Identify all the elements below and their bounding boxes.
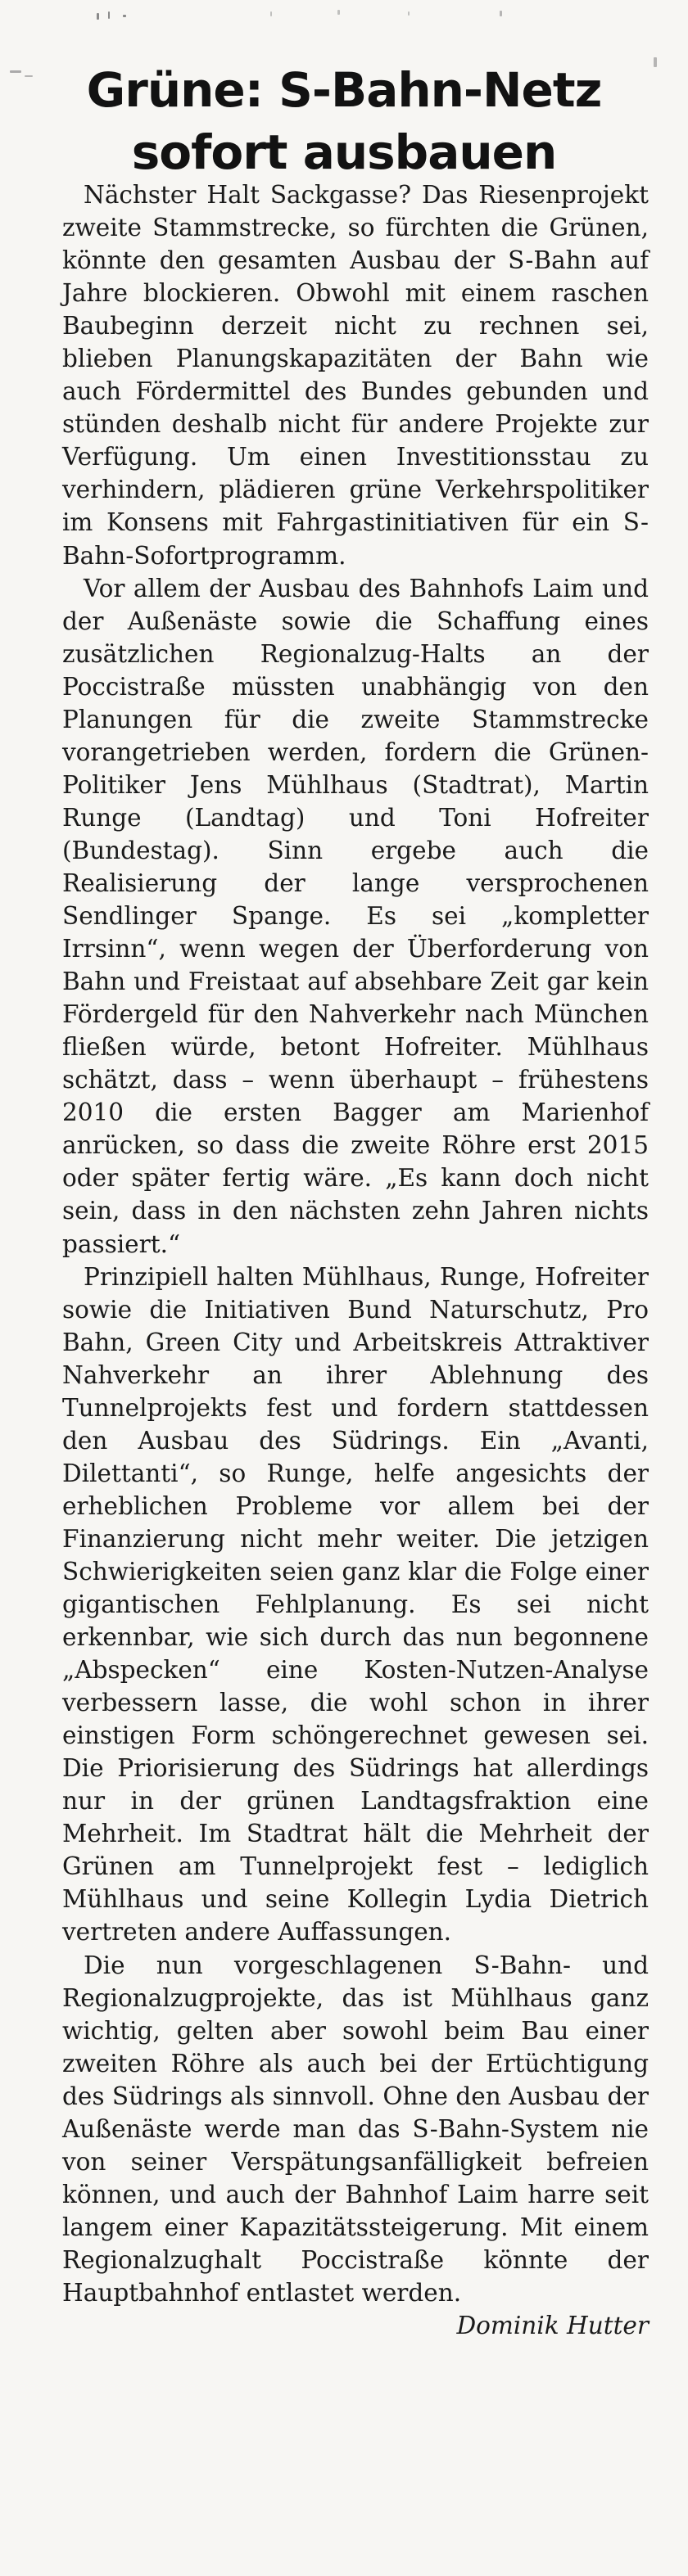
scan-artifact: [97, 13, 99, 20]
scan-artifact: [654, 57, 657, 67]
headline-line-2: sofort ausbauen: [131, 124, 557, 180]
scan-artifact: [123, 15, 126, 17]
scan-artifact: [408, 11, 410, 16]
article-body: [62, 178, 649, 2342]
article-byline: Dominik Hutter: [456, 2312, 649, 2340]
article-paragraph-1: Nächster Halt Sackgasse? Das Riesenprojekt zweite Stammstrecke, so fürchten die Grünen, könnte den gesamten Ausbau der S-Bahn auf Jahre blockieren. Obwohl mit einem raschen Baubeginn derzeit nicht zu rechnen sei, blieben Planungskapazitäten der Bahn wie auch Fördermittel des Bundes gebunden und stünden deshalb nicht für andere Projekte zur Verfügung. Um einen Investitionsstau zu verhindern, plädieren grüne Verkehrspolitiker im Konsens mit Fahrgastinitiativen für ein S-Bahn-Sofortprogramm.: [62, 181, 649, 570]
article-headline: [49, 59, 639, 183]
scan-artifact: [337, 10, 340, 15]
article-paragraph-4: [62, 1949, 649, 2340]
scan-artifact: [25, 75, 33, 77]
headline-line-1: Grüne: S-Bahn-Netz: [86, 62, 602, 118]
article-paragraph-4-text: Die nun vorgeschlagenen S-Bahn- und Regionalzugprojekte, das ist Mühlhaus ganz wichtig, gelten aber sowohl beim Bau einer zweiten Röhre als auch bei der Ertüchtigung des Südrings als sinnvoll. Ohne den Ausbau der Außenäste werde man das S-Bahn-System nie von seiner Verspätungsanfälligkeit befreien können, und auch der Bahnhof Laim harre seit langem einer Kapazitätssteigerung. Mit einem Regionalzughalt Poccistraße könnte der Hauptbahnhof entlastet werden.: [62, 1951, 649, 2307]
scan-artifact: [500, 11, 502, 16]
scan-artifact: [108, 11, 110, 19]
scan-artifact: [270, 11, 272, 16]
article-paragraph-2: Vor allem der Ausbau des Bahnhofs Laim und der Außenäste sowie die Schaffung eines zusätzlichen Regionalzug-Halts an der Poccistraße müssten unabhängig von den Planungen für die zweite Stammstrecke vorangetrieben werden, fordern die Grünen-Politiker Jens Mühlhaus (Stadtrat), Martin Runge (Landtag) und Toni Hofreiter (Bundestag). Sinn ergebe auch die Realisierung der lange versprochenen Sendlinger Spange. Es sei „kompletter Irrsinn“, wenn wegen der Überforderung von Bahn und Freistaat auf absehbare Zeit gar kein Fördergeld für den Nahverkehr nach München fließen würde, betont Hofreiter. Mühlhaus schätzt, dass – wenn überhaupt – frühestens 2010 die ersten Bagger am Marienhof anrücken, so dass die zweite Röhre erst 2015 oder später fertig wäre. „Es kann doch nicht sein, dass in den nächsten zehn Jahren nichts passiert.“: [62, 574, 649, 1258]
scan-artifact: [10, 70, 21, 73]
article-paragraph-3: Prinzipiell halten Mühlhaus, Runge, Hofreiter sowie die Initiativen Bund Naturschutz, Pro Bahn, Green City und Arbeitskreis Attraktiver Nahverkehr an ihrer Ablehnung des Tunnelprojekts fest und fordern stattdessen den Ausbau des Südrings. Ein „Avanti, Dilettanti“, so Runge, helfe angesichts der erheblichen Probleme vor allem bei der Finanzierung nicht mehr weiter. Die jetzigen Schwierigkeiten seien ganz klar die Folge einer gigantischen Fehlplanung. Es sei nicht erkennbar, wie sich durch das nun begonnene „Abspecken“ eine Kosten-Nutzen-Analyse verbessern lasse, die wohl schon in ihrer einstigen Form schöngerechnet gewesen sei. Die Priorisierung des Südrings hat allerdings nur in der grünen Landtagsfraktion eine Mehrheit. Im Stadtrat hält die Mehrheit der Grünen am Tunnelprojekt fest – lediglich Mühlhaus und seine Kollegin Lydia Dietrich vertreten andere Auffassungen.: [62, 1262, 649, 1947]
